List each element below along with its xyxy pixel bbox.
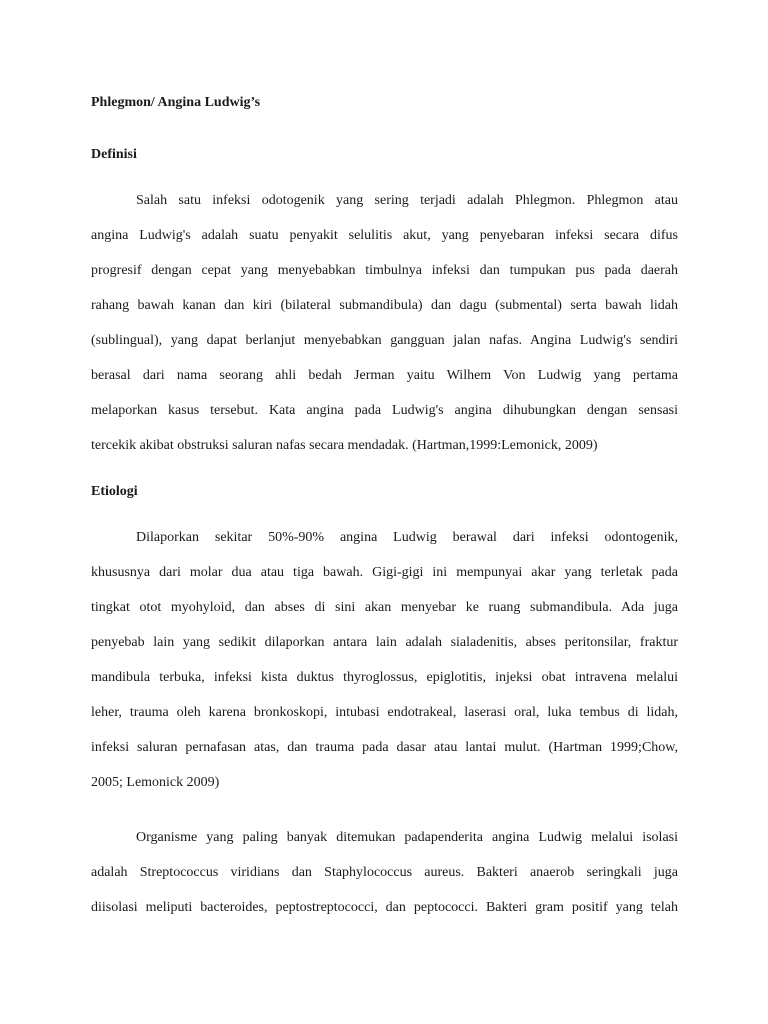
section-heading: Definisi xyxy=(91,147,137,162)
paragraph-line: melaporkan kasus tersebut. Kata angina pada Ludwig's angina dihubungkan dengan sensasi xyxy=(91,403,678,418)
section-heading: Etiologi xyxy=(91,484,138,499)
paragraph xyxy=(91,520,678,800)
paragraph-line: tercekik akibat obstruksi saluran nafas secara mendadak. (Hartman,1999:Lemonick, 2009) xyxy=(91,438,598,453)
paragraph-line: Salah satu infeksi odotogenik yang sering terjadi adalah Phlegmon. Phlegmon atau xyxy=(136,193,678,208)
paragraph-line: adalah Streptococcus viridians dan Staphylococcus aureus. Bakteri anaerob seringkali juga xyxy=(91,865,678,880)
paragraph xyxy=(91,183,678,463)
paragraph-line: Organisme yang paling banyak ditemukan padapenderita angina Ludwig melalui isolasi xyxy=(136,830,678,845)
section-definisi xyxy=(91,146,678,483)
paragraph-line: berasal dari nama seorang ahli bedah Jerman yaitu Wilhem Von Ludwig yang pertama xyxy=(91,368,678,383)
paragraph-line: rahang bawah kanan dan kiri (bilateral submandibula) dan dagu (submental) serta bawah lidah xyxy=(91,298,678,313)
document-title: Phlegmon/ Angina Ludwig’s xyxy=(91,95,261,110)
paragraph-line: (sublingual), yang dapat berlanjut menyebabkan gangguan jalan nafas. Angina Ludwig's sendiri xyxy=(91,333,678,348)
paragraph-line: Dilaporkan sekitar 50%-90% angina Ludwig berawal dari infeksi odontogenik, xyxy=(136,530,678,545)
paragraph-line: tingkat otot myohyloid, dan abses di sini akan menyebar ke ruang submandibula. Ada juga xyxy=(91,600,678,615)
section-etiologi xyxy=(91,483,678,925)
paragraph-line: 2005; Lemonick 2009) xyxy=(91,775,220,790)
paragraph-line: progresif dengan cepat yang menyebabkan timbulnya infeksi dan tumpukan pus pada daerah xyxy=(91,263,678,278)
paragraph-line: khususnya dari molar dua atau tiga bawah. Gigi-gigi ini mempunyai akar yang terletak pada xyxy=(91,565,678,580)
paragraph-line: leher, trauma oleh karena bronkoskopi, intubasi endotrakeal, laserasi oral, luka tembus di lidah, xyxy=(91,705,678,720)
paragraph-line: diisolasi meliputi bacteroides, peptostreptococci, dan peptococci. Bakteri gram positif yang telah xyxy=(91,900,678,915)
paragraph-line: infeksi saluran pernafasan atas, dan trauma pada dasar atau lantai mulut. (Hartman 1999;Chow, xyxy=(91,740,678,755)
paragraph-line: penyebab lain yang sedikit dilaporkan antara lain adalah sialadenitis, abses peritonsilar, fraktur xyxy=(91,635,678,650)
paragraph xyxy=(91,820,678,925)
paragraph-line: angina Ludwig's adalah suatu penyakit selulitis akut, yang penyebaran infeksi secara difus xyxy=(91,228,678,243)
paragraph-line: mandibula terbuka, infeksi kista duktus thyroglossus, epiglotitis, injeksi obat intravena melalui xyxy=(91,670,678,685)
